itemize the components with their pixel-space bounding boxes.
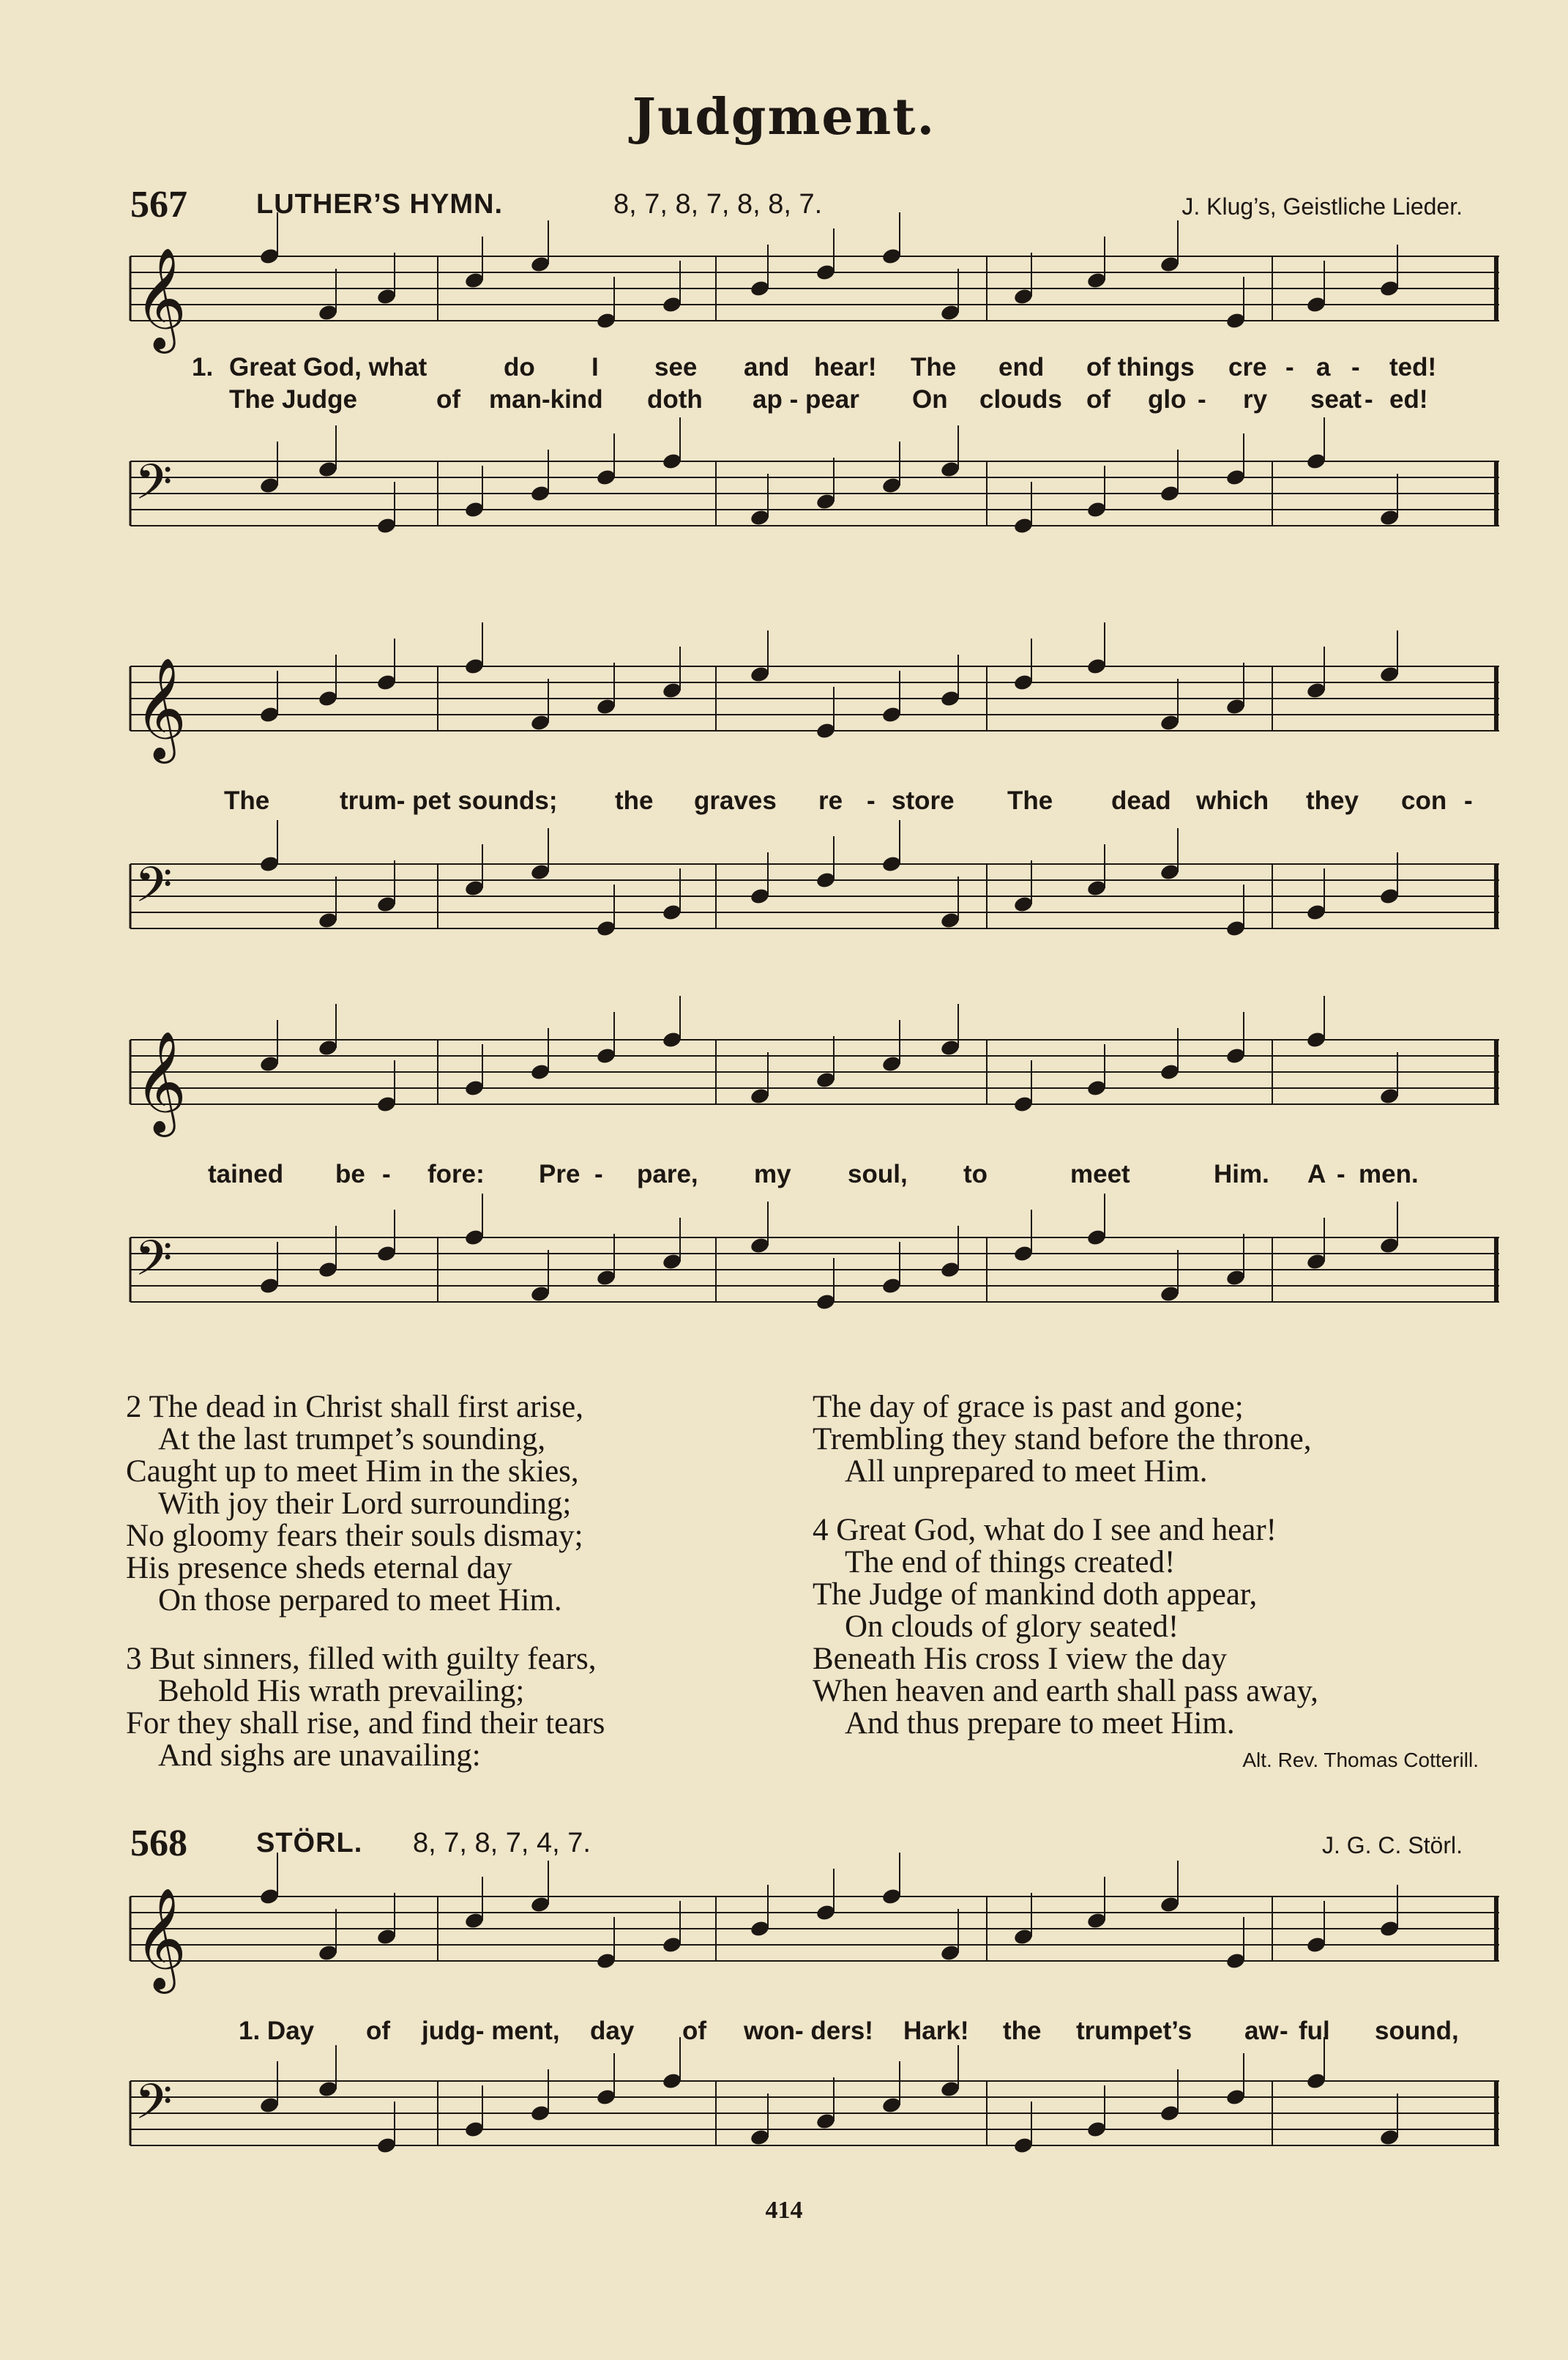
lyric-syllable: a [1316,353,1331,381]
treble-clef-icon: 𝄞 [135,1031,187,1133]
music-system-4 [130,1875,1499,2175]
verse-line: 3 But sinners, filled with guilty fears, [126,1642,597,1676]
verse-3 [126,1643,807,1772]
lyric-syllable: which [1196,786,1269,815]
bass-staff [130,857,1499,945]
verse-line: And sighs are unavailing: [158,1738,481,1773]
verse-2 [126,1391,807,1617]
lyric-syllable: - [1464,786,1473,815]
lyrics-line2 [130,786,1499,819]
lyric-syllable: - [1337,1160,1345,1188]
lyric-syllable: and [744,353,790,381]
bass-staff [130,2074,1499,2162]
lyric-syllable: A [1307,1160,1326,1188]
lyric-syllable: men. [1359,1160,1419,1188]
lyric-syllable: tained [208,1160,284,1188]
music-system-3 [130,1010,1499,1355]
lyric-syllable: The [911,353,957,381]
lyric-syllable: - [594,1160,603,1188]
treble-staff [130,658,1499,759]
verse-line: Beneath His cross I view the day [813,1642,1228,1676]
lyric-syllable: trumpet’s [1076,2017,1192,2045]
lyric-syllable: seat [1310,385,1362,414]
lyric-syllable: re [818,786,843,815]
treble-staff [130,1031,1499,1133]
lyric-syllable: 1. Day [239,2017,315,2045]
meter: 8, 7, 8, 7, 4, 7. [413,1828,591,1858]
lyric-syllable: the [1003,2017,1042,2045]
bass-clef-icon: 𝄢 [135,857,173,925]
verse-line: No gloomy fears their souls dismay; [126,1519,583,1553]
lyric-syllable: Pre [539,1160,580,1188]
lyric-syllable: see [654,353,698,381]
music-system-2 [130,637,1499,981]
lyric-syllable: - [1351,353,1360,381]
lyric-syllable: ful [1299,2017,1330,2045]
verses-left-column [126,1391,807,1772]
lyric-syllable: be [335,1160,365,1188]
lyrics-verse1-line1 [130,353,1499,385]
tune-name: LUTHER’S HYMN. [256,189,503,220]
lyric-syllable: con [1401,786,1447,815]
lyric-syllable: ed! [1389,385,1428,414]
treble-staff [130,247,1499,349]
lyric-syllable: I [591,353,599,381]
page-number: 414 [765,2197,803,2224]
verse-line: When heaven and earth shall pass away, [813,1674,1318,1708]
verse-3-continued [813,1391,1479,1488]
bass-staff [130,1230,1499,1318]
lyric-syllable: sound, [1375,2017,1459,2045]
verse-line: For they shall rise, and find their tears [126,1706,605,1741]
lyric-syllable: of things [1086,353,1195,381]
lyric-syllable: the [615,786,654,815]
verse-line: The end of things created! [845,1545,1176,1579]
lyric-syllable: of [1086,385,1111,414]
lyric-syllable: Great God, what [229,353,428,381]
verse-line: On clouds of glory seated! [845,1609,1179,1644]
lyric-syllable: of [436,385,461,414]
bass-clef-icon: 𝄢 [135,2074,173,2142]
tune-name: STÖRL. [256,1828,363,1858]
lyric-syllable: soul, [848,1160,908,1188]
lyric-syllable: - [1280,2017,1288,2045]
verses-right-column [813,1391,1479,1776]
verse-line: The day of grace is past and gone; [813,1390,1244,1424]
lyric-syllable: - [1285,353,1294,381]
verse-line: Behold His wrath prevailing; [158,1674,525,1708]
lyric-syllable: ry [1243,385,1268,414]
treble-clef-icon: 𝄞 [135,1888,187,1989]
verse-number: 1. [192,353,214,381]
lyric-syllable: hear! [814,353,877,381]
lyric-syllable: store [892,786,955,815]
lyric-syllable: - [867,786,876,815]
verse-line: On those perpared to meet Him. [158,1583,562,1618]
lyric-syllable: to [963,1160,988,1188]
verse-line: 2 The dead in Christ shall first arise, [126,1390,583,1424]
treble-staff [130,1888,1499,1989]
verse-line: Trembling they stand before the throne, [813,1422,1312,1456]
hymn-number: 568 [130,1823,187,1864]
verse-line: And thus prepare to meet Him. [845,1706,1235,1741]
lyric-syllable: The [224,786,270,815]
bass-clef-icon: 𝄢 [135,1230,173,1298]
hymn-567-header [130,183,1463,227]
lyric-syllable: - [382,1160,391,1188]
lyric-syllable: of [682,2017,707,2045]
lyric-syllable: cre [1228,353,1267,381]
verse-line: All unprepared to meet Him. [845,1454,1208,1489]
lyrics-568-line1 [130,2017,1499,2049]
composer-attribution: J. G. C. Störl. [1321,1832,1463,1858]
treble-clef-icon: 𝄞 [135,247,187,349]
lyric-syllable: fore: [428,1160,485,1188]
lyric-syllable: end [998,353,1045,381]
lyrics-line3 [130,1160,1499,1192]
verse-line: With joy their Lord surrounding; [158,1486,572,1521]
lyric-syllable: meet [1070,1160,1130,1188]
lyric-syllable: Him. [1214,1160,1269,1188]
lyric-syllable: man-kind [489,385,603,414]
lyric-syllable: ap - pear [753,385,859,414]
treble-clef-icon: 𝄞 [135,658,187,759]
music-system-1 [130,234,1499,578]
lyric-syllable: day [590,2017,635,2045]
lyric-syllable: trum- pet sounds; [340,786,558,815]
lyric-syllable: my [754,1160,791,1188]
composer-attribution: J. Klug’s, Geistliche Lieder. [1181,193,1463,220]
lyric-syllable: they [1306,786,1359,815]
lyrics-verse2-line1 [130,385,1499,417]
lyric-syllable: ted! [1389,353,1437,381]
verse-line: Caught up to meet Him in the skies, [126,1454,579,1489]
lyric-syllable: of [366,2017,391,2045]
lyric-syllable: judg- ment, [422,2017,560,2045]
lyric-syllable: dead [1111,786,1171,815]
hymn-568-header [130,1822,1463,1866]
lyric-syllable: glo [1148,385,1187,414]
lyric-syllable: doth [647,385,703,414]
verse-line: 4 Great God, what do I see and hear! [813,1513,1277,1547]
lyric-syllable: The [1007,786,1053,815]
lyric-syllable: The Judge [229,385,358,414]
bass-staff [130,454,1499,542]
verse-4 [813,1514,1479,1740]
lyric-syllable: clouds [979,385,1062,414]
lyric-syllable: - [1364,385,1373,414]
lyric-syllable: - [1198,385,1206,414]
lyric-syllable: Hark! [903,2017,969,2045]
hymn-number: 567 [130,184,187,226]
lyric-syllable: graves [694,786,777,815]
section-title: Judgment. [632,88,936,146]
meter: 8, 7, 8, 7, 8, 8, 7. [613,189,823,220]
lyric-syllable: On [912,385,948,414]
bass-clef-icon: 𝄢 [135,454,173,522]
lyric-syllable: aw [1244,2017,1279,2045]
lyric-syllable: pare, [637,1160,698,1188]
verse-attribution: Alt. Rev. Thomas Cotterill. [1242,1749,1479,1771]
verse-line: The Judge of mankind doth appear, [813,1577,1258,1612]
lyric-syllable: won- ders! [744,2017,873,2045]
lyric-syllable: do [504,353,535,381]
verse-line: At the last trumpet’s sounding, [158,1422,546,1456]
verse-line: His presence sheds eternal day [126,1551,512,1585]
